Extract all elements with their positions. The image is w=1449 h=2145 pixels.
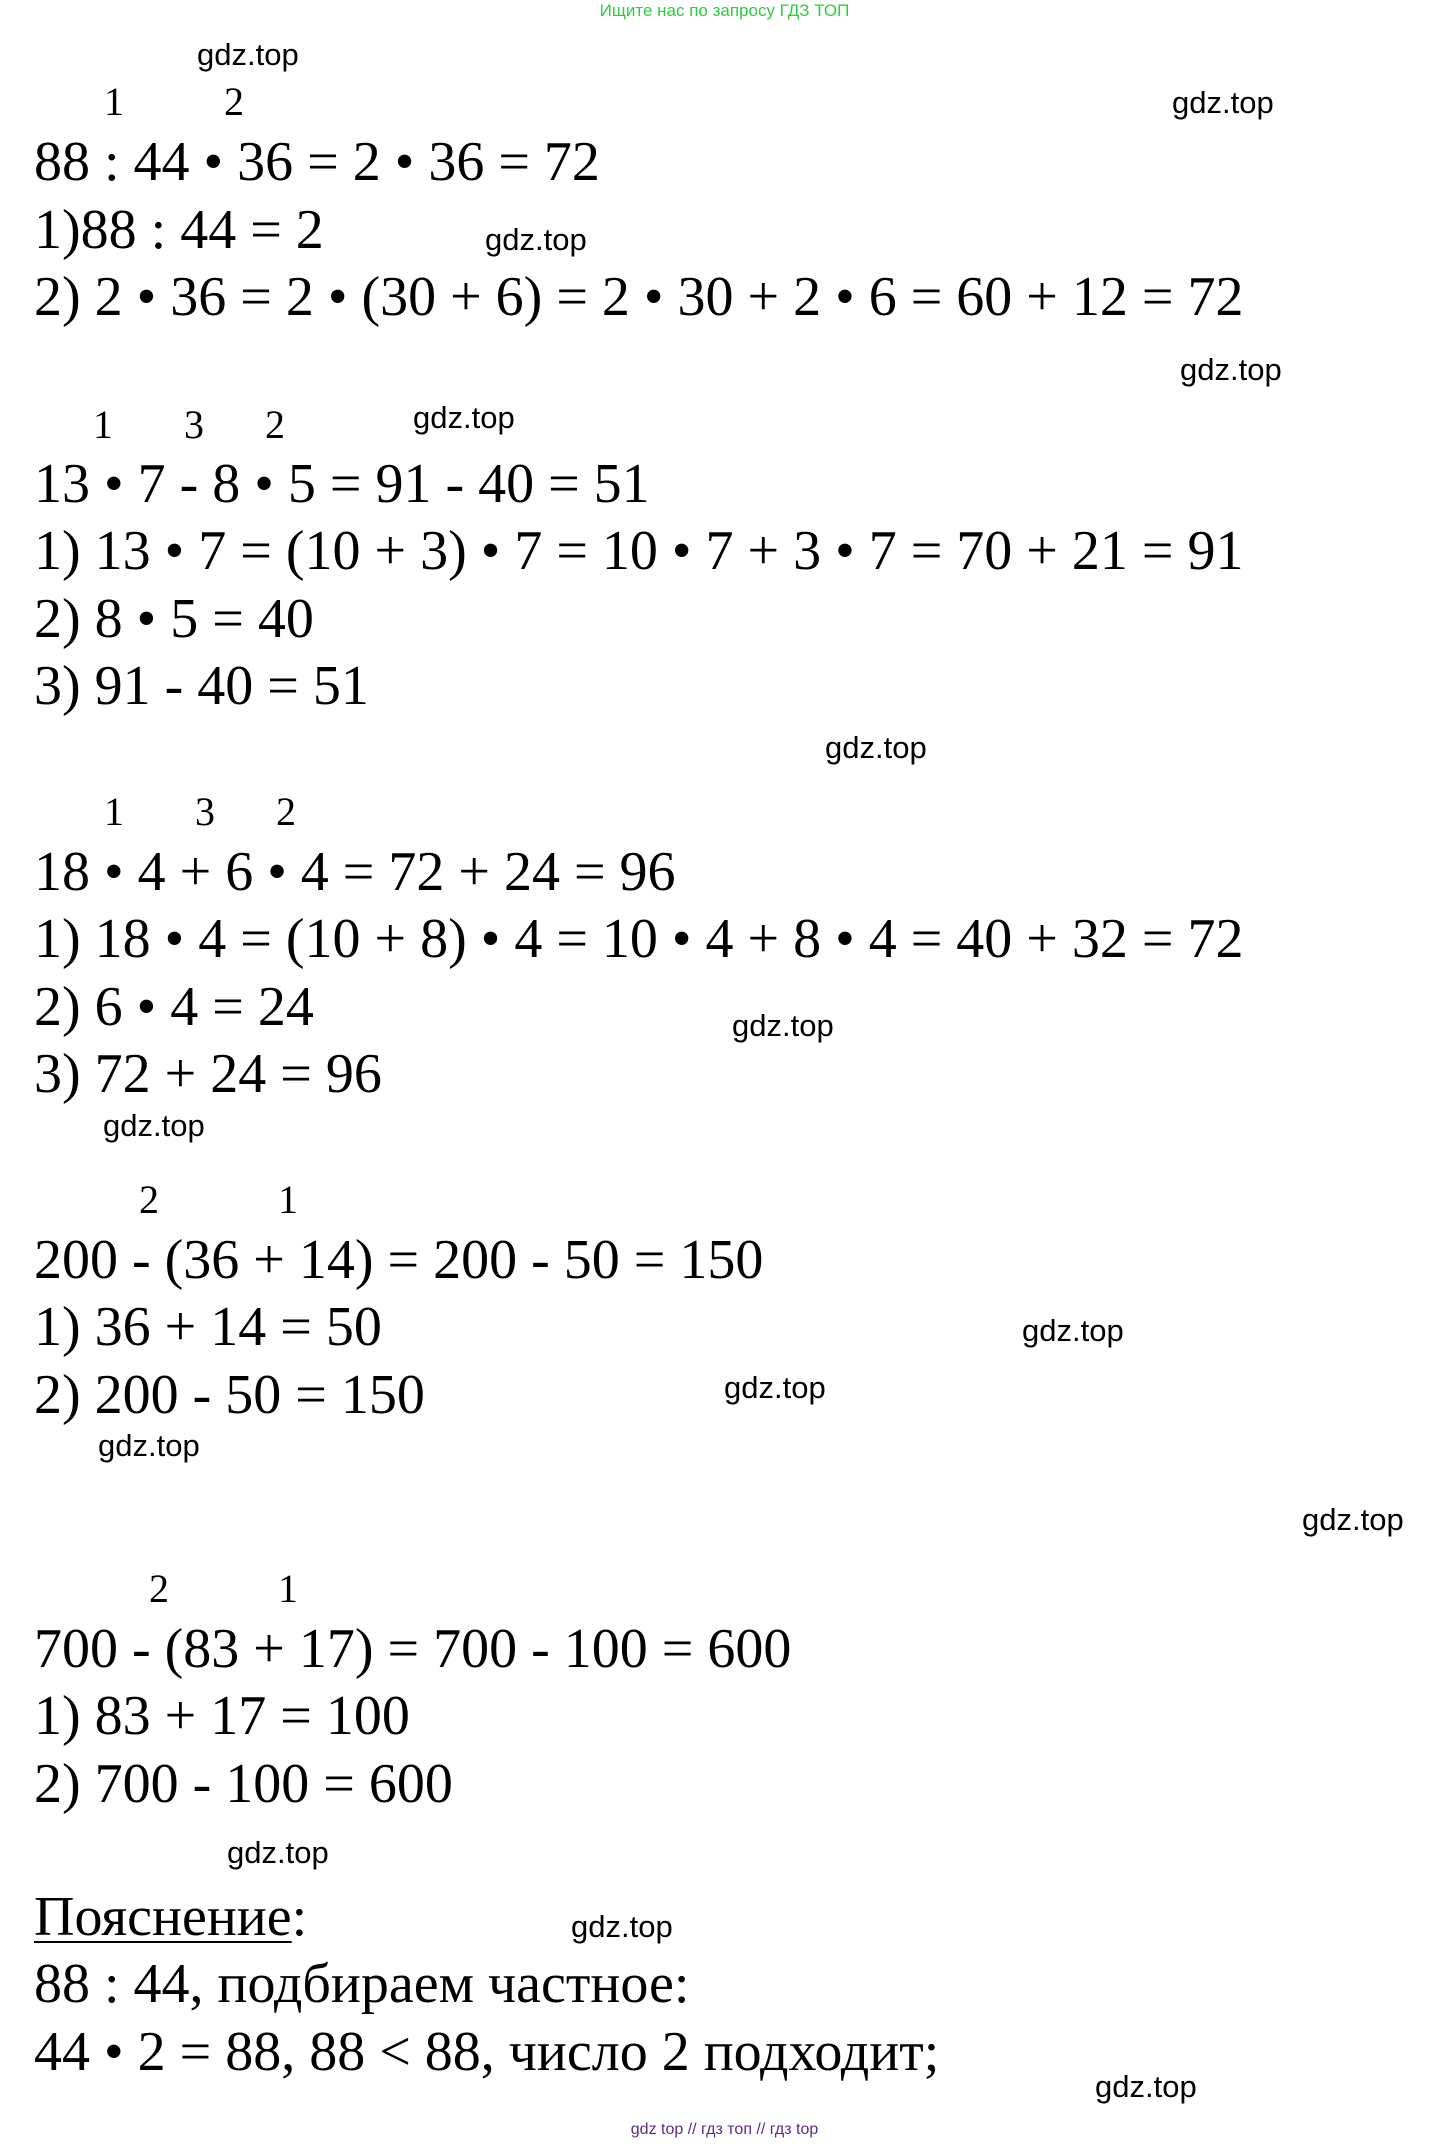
step-line: 1) 36 + 14 = 50 <box>34 1296 382 1358</box>
step-line: 2) 6 • 4 = 24 <box>34 976 314 1038</box>
watermark: gdz.top <box>1022 1313 1124 1348</box>
order-mark: 3 <box>184 402 204 447</box>
order-mark: 3 <box>195 789 215 834</box>
step-line: 3) 91 - 40 = 51 <box>34 655 369 717</box>
watermark: gdz.top <box>103 1108 205 1143</box>
step-line: 2) 200 - 50 = 150 <box>34 1364 425 1426</box>
step-line: 2) 2 • 36 = 2 • (30 + 6) = 2 • 30 + 2 • 6 = 60 + 12 = 72 <box>34 266 1244 328</box>
step-line: 2) 8 • 5 = 40 <box>34 588 314 650</box>
order-mark: 1 <box>104 789 124 834</box>
watermark: gdz.top <box>1172 85 1274 120</box>
expression-line: 700 - (83 + 17) = 700 - 100 = 600 <box>34 1618 792 1680</box>
watermark: gdz.top <box>197 37 299 72</box>
order-mark: 2 <box>265 402 285 447</box>
explanation-colon: : <box>291 1886 308 1948</box>
step-line: 1) 83 + 17 = 100 <box>34 1685 410 1747</box>
step-line: 2) 700 - 100 = 600 <box>34 1753 453 1815</box>
watermark: gdz.top <box>732 1008 834 1043</box>
expression-line: 13 • 7 - 8 • 5 = 91 - 40 = 51 <box>34 453 650 515</box>
watermark: gdz.top <box>1302 1502 1404 1537</box>
watermark: gdz.top <box>485 222 587 257</box>
step-line: 1)88 : 44 = 2 <box>34 199 324 261</box>
explanation-heading-row <box>34 1885 307 1949</box>
footer-links[interactable]: gdz top // гдз топ // гдз top <box>630 2121 819 2138</box>
order-mark: 1 <box>93 402 113 447</box>
order-mark: 2 <box>276 789 296 834</box>
top-banner: Ищите нас по запросу ГДЗ ТОП <box>599 1 850 20</box>
watermark: gdz.top <box>724 1370 826 1405</box>
watermark: gdz.top <box>571 1909 673 1944</box>
explanation-heading: Пояснение <box>34 1886 292 1948</box>
watermark: gdz.top <box>1095 2069 1197 2104</box>
watermark: gdz.top <box>825 730 927 765</box>
order-mark: 2 <box>139 1177 159 1222</box>
expression-line: 18 • 4 + 6 • 4 = 72 + 24 = 96 <box>34 841 676 903</box>
order-mark: 2 <box>224 79 244 124</box>
order-mark: 2 <box>149 1566 169 1611</box>
order-mark: 1 <box>278 1566 298 1611</box>
step-line: 1) 18 • 4 = (10 + 8) • 4 = 10 • 4 + 8 • 4 = 40 + 32 = 72 <box>34 908 1244 970</box>
watermark: gdz.top <box>98 1428 200 1463</box>
expression-line: 88 : 44 • 36 = 2 • 36 = 72 <box>34 131 600 193</box>
watermark: gdz.top <box>1180 352 1282 387</box>
watermark: gdz.top <box>227 1835 329 1870</box>
step-line: 3) 72 + 24 = 96 <box>34 1043 382 1105</box>
watermark: gdz.top <box>413 400 515 435</box>
order-mark: 1 <box>104 79 124 124</box>
step-line: 1) 13 • 7 = (10 + 3) • 7 = 10 • 7 + 3 • 7 = 70 + 21 = 91 <box>34 520 1244 582</box>
expression-line: 200 - (36 + 14) = 200 - 50 = 150 <box>34 1229 764 1291</box>
explanation-line: 44 • 2 = 88, 88 < 88, число 2 подходит; <box>34 2021 940 2083</box>
order-mark: 1 <box>278 1177 298 1222</box>
explanation-line: 88 : 44, подбираем частное: <box>34 1953 690 2015</box>
